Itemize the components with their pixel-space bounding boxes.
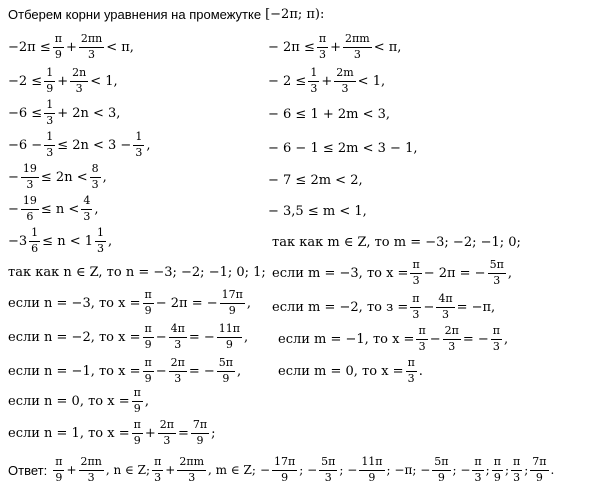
expr-text: < π, xyxy=(373,39,402,55)
left-row-7 xyxy=(8,224,112,258)
numerator: π xyxy=(132,419,143,434)
numerator: 4π xyxy=(169,323,187,338)
denominator: 3 xyxy=(26,177,34,191)
numerator: 8 xyxy=(90,163,101,178)
numerator: π xyxy=(53,456,64,471)
denominator: 9 xyxy=(281,470,289,484)
expr-text: ; xyxy=(211,425,216,441)
expr-text: −6 ≤ xyxy=(8,105,43,121)
denominator: 9 xyxy=(222,371,230,385)
denominator: 3 xyxy=(492,339,500,353)
numerator: 2π xyxy=(443,325,461,340)
denominator: 9 xyxy=(225,337,233,351)
numerator: 5π xyxy=(488,259,506,274)
denominator: 3 xyxy=(353,47,361,61)
left-row-11 xyxy=(8,354,241,388)
denominator: 3 xyxy=(513,470,521,484)
expr-text: = − xyxy=(188,363,215,379)
fraction xyxy=(308,67,319,95)
denominator: 3 xyxy=(324,470,332,484)
denominator: 9 xyxy=(144,337,152,351)
expr-text: − xyxy=(155,329,167,345)
denominator: 3 xyxy=(493,273,501,287)
numerator: 17π xyxy=(220,289,245,304)
numerator: 11π xyxy=(359,456,384,471)
fraction xyxy=(158,419,176,447)
right-row-1 xyxy=(268,30,401,64)
expr-text: ≤ 2n < xyxy=(40,169,88,185)
fraction xyxy=(443,325,461,353)
expr-text: − xyxy=(155,363,167,379)
denominator: 3 xyxy=(135,145,143,159)
fraction xyxy=(44,131,55,159)
fraction xyxy=(220,289,245,317)
expr-text: если n = −1, то x = xyxy=(8,363,141,379)
expr-text: . xyxy=(418,363,423,379)
numerator: π xyxy=(416,325,427,340)
numerator: 1 xyxy=(44,67,55,82)
fraction xyxy=(436,293,454,321)
numerator: 11π xyxy=(217,323,242,338)
denominator: 3 xyxy=(407,371,415,385)
denominator: 6 xyxy=(26,209,34,223)
left-row-6 xyxy=(8,192,98,226)
denominator: 3 xyxy=(174,371,182,385)
numerator: 2πn xyxy=(79,33,104,48)
numerator: 5π xyxy=(319,456,337,471)
expr-text: = xyxy=(177,425,189,441)
expr-text: − xyxy=(423,299,435,315)
fraction xyxy=(410,259,421,287)
expr-text: − xyxy=(8,201,19,217)
fraction xyxy=(132,387,143,415)
expr-text: − xyxy=(429,331,441,347)
expr-text: , n ∈ Z; xyxy=(105,463,151,477)
fraction xyxy=(432,456,450,484)
expr-text: = − xyxy=(188,329,215,345)
fraction xyxy=(70,67,88,95)
denominator: 3 xyxy=(46,145,54,159)
fraction xyxy=(95,227,106,255)
expr-text: если n = 1, то x = xyxy=(8,425,130,441)
numerator: 1 xyxy=(44,131,55,146)
fraction xyxy=(334,67,355,95)
expr-text: −6 − xyxy=(8,137,43,153)
numerator: 2m xyxy=(334,67,355,82)
fraction xyxy=(53,33,64,61)
denominator: 9 xyxy=(144,371,152,385)
left-row-1 xyxy=(8,30,134,64)
expr-text: − 6 − 1 ≤ 2m < 3 − 1, xyxy=(268,140,418,156)
expr-text: < 1, xyxy=(357,73,386,89)
denominator: 3 xyxy=(83,209,91,223)
right-row-7 xyxy=(272,232,521,252)
numerator: 1 xyxy=(95,227,106,242)
numerator: π xyxy=(143,357,154,372)
expr-text: = −π, xyxy=(456,299,496,315)
expr-text: если m = −1, то x = xyxy=(278,331,415,347)
denominator: 3 xyxy=(412,307,420,321)
numerator: 1 xyxy=(308,67,319,82)
fraction xyxy=(53,456,64,484)
numerator: 5π xyxy=(217,357,235,372)
expr-text: − 2π ≤ xyxy=(268,39,315,55)
numerator: 2π xyxy=(169,357,187,372)
left-row-12 xyxy=(8,384,149,418)
left-row-10 xyxy=(8,320,248,354)
fraction xyxy=(488,259,506,287)
fraction xyxy=(217,323,242,351)
expr-text: + xyxy=(66,463,77,477)
denominator: 3 xyxy=(87,470,95,484)
expr-text: ≤ 2n < 3 − xyxy=(57,137,132,153)
header-line xyxy=(8,5,324,23)
denominator: 9 xyxy=(133,433,141,447)
expr-text: если m = −3, то x = xyxy=(272,265,409,281)
denominator: 9 xyxy=(55,470,63,484)
expr-text: , xyxy=(94,201,99,217)
denominator: 3 xyxy=(310,81,318,95)
numerator: π xyxy=(491,325,502,340)
denominator: 3 xyxy=(412,273,420,287)
right-row-6 xyxy=(268,201,367,221)
denominator: 3 xyxy=(188,470,196,484)
expr-text: ; − xyxy=(452,463,471,477)
fraction xyxy=(21,163,39,191)
expr-text: , xyxy=(108,233,113,249)
expr-text: так как n ∈ Z, то n = −3; −2; −1; 0; 1; xyxy=(8,264,266,280)
left-row-2 xyxy=(8,64,118,98)
expr-text: , xyxy=(246,295,251,311)
expr-text: если m = 0, то x = xyxy=(278,363,404,379)
expr-text: , xyxy=(146,137,151,153)
expr-text: если n = −3, то x = xyxy=(8,295,141,311)
expr-text: + xyxy=(330,39,342,55)
expr-text: ≤ n < 1 xyxy=(42,233,93,249)
numerator: 5π xyxy=(432,456,450,471)
denominator: 3 xyxy=(46,113,54,127)
denominator: 3 xyxy=(88,47,96,61)
expr-text: + 2n < 3, xyxy=(57,105,121,121)
numerator: 4 xyxy=(81,195,92,210)
numerator: π xyxy=(132,387,143,402)
expr-text: − 2 ≤ xyxy=(268,73,307,89)
denominator: 9 xyxy=(54,47,62,61)
expr-text: ; xyxy=(504,463,509,477)
fraction xyxy=(169,323,187,351)
fraction xyxy=(177,456,206,484)
denominator: 3 xyxy=(418,339,426,353)
expr-text: − xyxy=(8,169,19,185)
numerator: π xyxy=(317,33,328,48)
expr-text: + xyxy=(321,73,333,89)
right-row-8 xyxy=(272,256,512,290)
expr-text: если n = 0, то x = xyxy=(8,393,130,409)
denominator: 9 xyxy=(196,433,204,447)
denominator: 3 xyxy=(154,470,162,484)
fraction xyxy=(217,357,235,385)
expr-text: , xyxy=(102,169,107,185)
expr-text: , xyxy=(237,363,242,379)
expr-text: − 2π = − xyxy=(423,265,486,281)
right-row-9 xyxy=(272,290,495,324)
expr-text: + xyxy=(65,39,77,55)
fraction xyxy=(492,456,503,484)
numerator: 7π xyxy=(530,456,548,471)
denominator: 3 xyxy=(318,47,326,61)
fraction xyxy=(191,419,209,447)
expr-text: , xyxy=(503,331,509,347)
fraction xyxy=(416,325,427,353)
fraction xyxy=(44,99,55,127)
denominator: 3 xyxy=(474,470,482,484)
fraction xyxy=(143,289,154,317)
numerator: 17π xyxy=(272,456,297,471)
expr-text: если m = −2, то з = xyxy=(272,299,409,315)
numerator: π xyxy=(511,456,522,471)
header-text: Отберем корни уравнения на промежутке xyxy=(8,6,262,22)
fraction xyxy=(359,456,384,484)
expr-text: −3 xyxy=(8,233,28,249)
expr-text: ≤ n < xyxy=(40,201,80,217)
expr-text: − xyxy=(259,463,270,477)
denominator: 9 xyxy=(493,470,501,484)
numerator: 2n xyxy=(70,67,88,82)
answer-line xyxy=(8,452,554,488)
numerator: 2π xyxy=(158,419,176,434)
numerator: 1 xyxy=(44,99,55,114)
numerator: 2πm xyxy=(343,33,372,48)
expr-text: ; − xyxy=(299,463,318,477)
fraction xyxy=(491,325,502,353)
right-row-11 xyxy=(278,354,423,388)
numerator: 7π xyxy=(191,419,209,434)
numerator: 19 xyxy=(21,163,39,178)
fraction xyxy=(169,357,187,385)
expr-text: если n = −2, то x = xyxy=(8,329,141,345)
expr-text: ; xyxy=(485,463,490,477)
right-row-3 xyxy=(268,104,390,124)
expr-text: + xyxy=(57,73,69,89)
denominator: 3 xyxy=(174,337,182,351)
fraction xyxy=(319,456,337,484)
numerator: 2πm xyxy=(177,456,206,471)
denominator: 3 xyxy=(341,81,349,95)
expr-text: , xyxy=(507,265,512,281)
numerator: π xyxy=(143,323,154,338)
left-row-3 xyxy=(8,96,120,130)
expr-text: − 7 ≤ 2m < 2, xyxy=(268,172,363,188)
left-row-9 xyxy=(8,286,251,320)
fraction xyxy=(143,357,154,385)
expr-text: −2 ≤ xyxy=(8,73,43,89)
fraction xyxy=(44,67,55,95)
right-row-5 xyxy=(268,170,363,190)
answer-label: Ответ: xyxy=(8,462,48,478)
expr-text: < 1, xyxy=(90,73,118,89)
expr-text: − 2π = − xyxy=(155,295,218,311)
fraction xyxy=(81,195,92,223)
left-row-5 xyxy=(8,160,107,194)
expr-text: . xyxy=(550,463,555,477)
expr-text: , xyxy=(144,393,149,409)
fraction xyxy=(511,456,522,484)
denominator: 9 xyxy=(535,470,543,484)
denominator: 9 xyxy=(144,303,152,317)
denominator: 3 xyxy=(97,241,104,255)
denominator: 3 xyxy=(448,339,456,353)
numerator: π xyxy=(406,357,417,372)
denominator: 9 xyxy=(228,303,236,317)
expr-text: < π, xyxy=(106,39,134,55)
expr-text: − 6 ≤ 1 + 2m < 3, xyxy=(268,106,391,122)
expr-text: − 3,5 ≤ m < 1, xyxy=(268,203,367,219)
header-interval: [−2π; π): xyxy=(265,6,325,22)
expr-text: ; −π; − xyxy=(386,463,431,477)
denominator: 9 xyxy=(368,470,376,484)
numerator: 1 xyxy=(29,227,40,242)
left-row-13 xyxy=(8,416,216,450)
fraction xyxy=(143,323,154,351)
denominator: 9 xyxy=(46,81,54,95)
expr-text: ; − xyxy=(339,463,358,477)
numerator: 4π xyxy=(436,293,454,308)
fraction xyxy=(79,33,104,61)
denominator: 3 xyxy=(441,307,449,321)
expr-text: , m ∈ Z; xyxy=(208,463,256,477)
numerator: 19 xyxy=(21,195,39,210)
fraction xyxy=(406,357,417,385)
right-row-4 xyxy=(268,138,417,158)
expr-text: + xyxy=(144,425,156,441)
fraction xyxy=(90,163,101,191)
numerator: π xyxy=(410,259,421,274)
numerator: 2πn xyxy=(79,456,104,471)
fraction xyxy=(317,33,328,61)
denominator: 9 xyxy=(437,470,445,484)
denominator: 6 xyxy=(31,241,39,255)
left-row-4 xyxy=(8,128,150,162)
fraction xyxy=(152,456,163,484)
fraction xyxy=(132,419,143,447)
fraction xyxy=(472,456,483,484)
fraction xyxy=(133,131,144,159)
fraction xyxy=(272,456,297,484)
denominator: 9 xyxy=(133,401,141,415)
denominator: 3 xyxy=(75,81,83,95)
expr-text: −2π ≤ xyxy=(8,39,51,55)
numerator: π xyxy=(492,456,503,471)
left-row-8 xyxy=(8,262,266,282)
fraction xyxy=(79,456,104,484)
fraction xyxy=(343,33,372,61)
expr-text: = − xyxy=(462,331,489,347)
right-row-10 xyxy=(278,322,508,356)
expr-text: + xyxy=(165,463,176,477)
fraction xyxy=(21,195,39,223)
numerator: π xyxy=(410,293,421,308)
denominator: 3 xyxy=(91,177,99,191)
fraction xyxy=(29,227,40,255)
denominator: 3 xyxy=(163,433,171,447)
fraction xyxy=(410,293,421,321)
expr-text: так как m ∈ Z, то m = −3; −2; −1; 0; xyxy=(272,234,521,250)
numerator: 1 xyxy=(133,131,144,146)
expr-text: ; xyxy=(524,463,529,477)
numerator: π xyxy=(53,33,64,48)
numerator: π xyxy=(472,456,483,471)
numerator: π xyxy=(152,456,163,471)
right-row-2 xyxy=(268,64,385,98)
numerator: π xyxy=(143,289,154,304)
fraction xyxy=(530,456,548,484)
expr-text: , xyxy=(244,329,249,345)
